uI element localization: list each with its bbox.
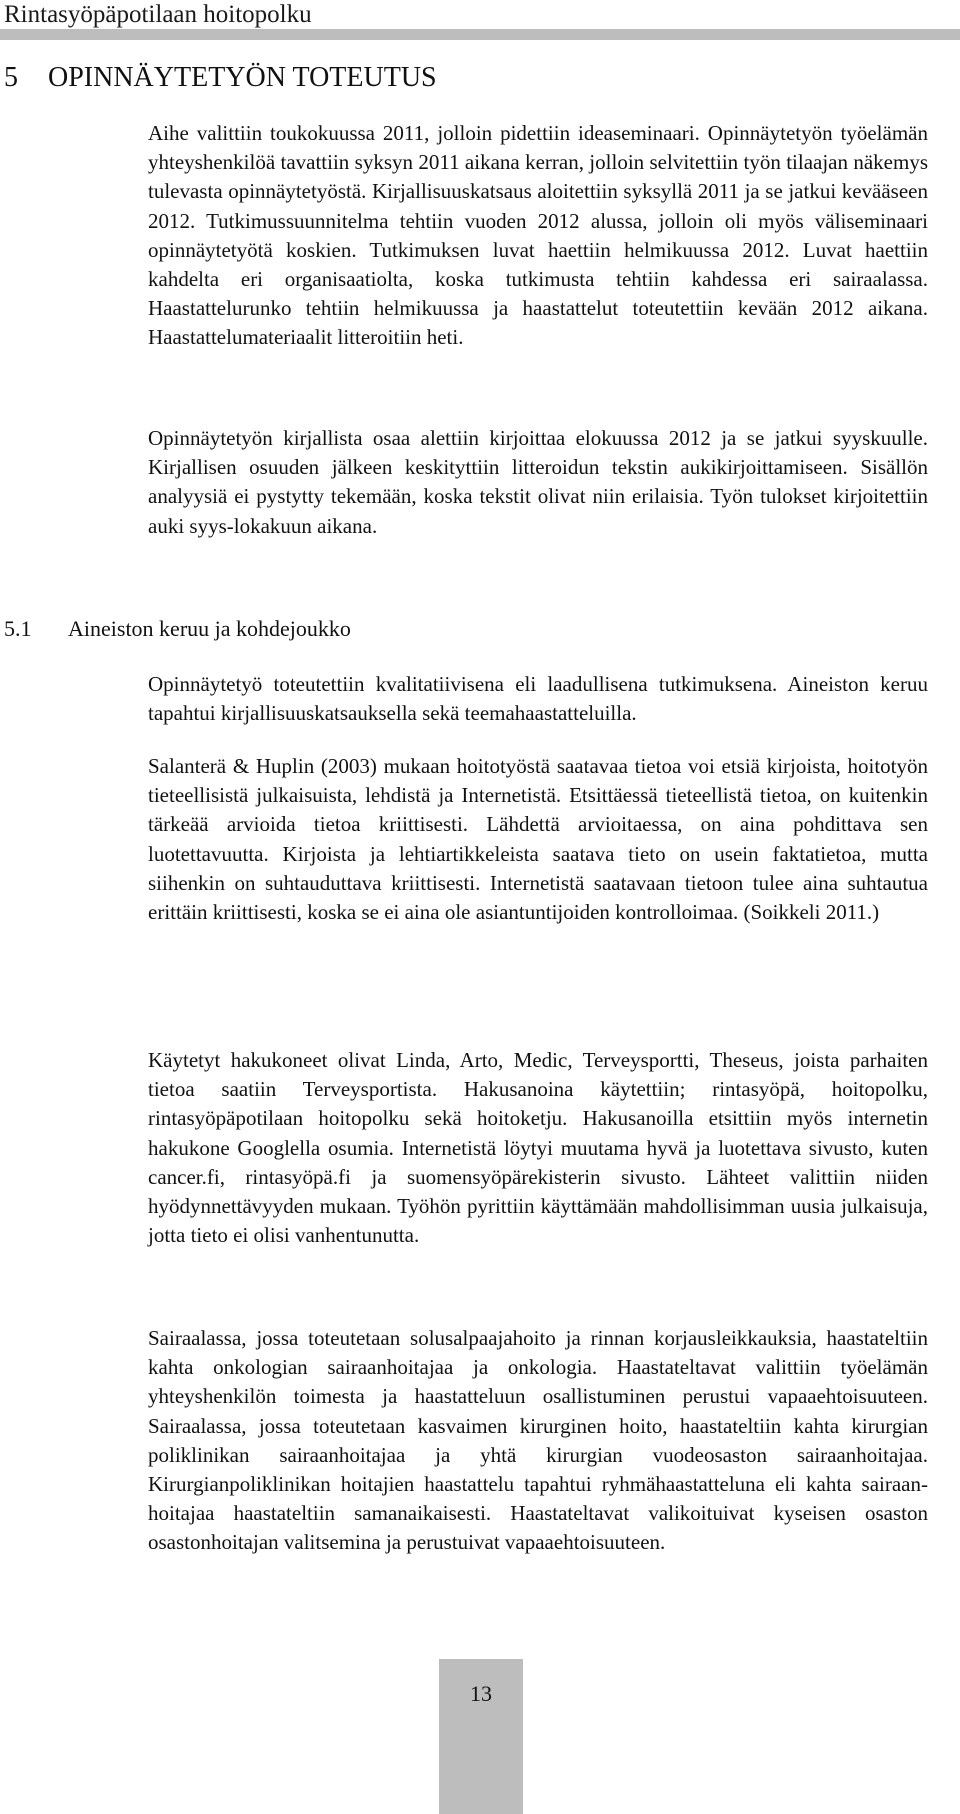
chapter-paragraph-2-block — [148, 424, 928, 541]
section-paragraph-4-block — [148, 1324, 928, 1558]
running-header — [0, 0, 960, 40]
section-heading — [4, 614, 351, 644]
page-number-box — [439, 1659, 523, 1814]
chapter-paragraph-2: Opinnäytetyön kirjallista osaa alettiin kirjoittaa elokuussa 2012 ja se jatkui syyskuulle. Kirjallisen osuuden jälkeen keskityttiin litteroidun tekstin aukikirjoittamiseen. Sisällön analyysiä ei pystytty tekemään, koska tekstit olivat niin erilaisia. Työn tulokset kirjoitettiin auki syys-lokakuun aikana. — [148, 426, 928, 538]
running-header-title: Rintasyöpäpotilaan hoitopolku — [4, 1, 312, 28]
page-number: 13 — [470, 1681, 492, 1706]
header-rule — [0, 29, 960, 40]
section-paragraph-4: Sairaalassa, jossa toteutetaan solusalpaajahoito ja rinnan korjausleikkauksia, haastateltiin kahta onkologian sairaanhoitajaa ja onkologia. Haastateltavat valittiin työelämän yhteyshenkilön toimesta ja haastatteluun osallistuminen perustui vapaaehtoisuuteen. Sairaalassa, jossa toteutetaan kasvaimen kirurginen hoito, haastateltiin kahta kirurgian poliklinikan sairaanhoitajaa ja yhtä kirurgian vuodeosaston sairaanhoitajaa. Kirurgianpoliklinikan hoitajien haastattelu tapahtui ryhmähaastatteluna eli kahta sairaanhoitajaa haastateltiin samanaikaisesti. Haastateltavat valikoituivat kyseisen osaston osastonhoitajan valitsemina ja perustuivat vapaaehtoisuuteen. — [148, 1326, 928, 1555]
chapter-paragraph-1: Aihe valittiin toukokuussa 2011, jolloin pidettiin ideaseminaari. Opinnäytetyön työelämän yhteyshenkilöä tavattiin syksyn 2011 aikana kerran, jolloin selvitettiin työn tilaajan näkemys tulevasta opinnäytetyöstä. Kirjallisuuskatsaus aloitettiin syksyllä 2011 ja se jatkui kevääseen 2012. Tutkimussuunnitelma tehtiin vuoden 2012 alussa, jolloin oli myös väliseminaari opinnäytetyötä koskien. Tutkimuksen luvat haettiin helmikuussa 2012. Luvat haettiin kahdelta eri organisaatiolta, koska tutkimusta tehtiin kahdessa eri sairaalassa. Haastattelurunko tehtiin helmikuussa ja haastattelut toteutettiin kevään 2012 aikana. Haastattelumateriaalit litteroitiin heti. — [148, 121, 928, 350]
chapter-number: 5 — [4, 62, 18, 93]
section-paragraph-3: Käytetyt hakukoneet olivat Linda, Arto, Medic, Terveysportti, Theseus, joista parhaiten tietoa saatiin Terveysportista. Hakusanoina käytettiin; rintasyöpä, hoitopolku, rintasyöpäpotilaan hoitopolku sekä hoitoketju. Hakusanoilla etsittiin myös internetin hakukone Googlella osumia. Internetistä löytyi muutama hyvä ja luotettava sivusto, kuten cancer.fi, rintasyöpä.fi ja suomensyöpärekisterin sivusto. Lähteet valittiin niiden hyödynnettävyyden mukaan. Työhön pyrittiin käyttämään mahdollisimman uusia julkaisuja, jotta tieto ei olisi vanhentunutta. — [148, 1048, 928, 1248]
chapter-heading — [4, 60, 437, 96]
section-paragraph-3-block — [148, 1046, 928, 1250]
section-paragraph-1: Opinnäytetyö toteutettiin kvalitatiivisena eli laadullisena tutkimuksena. Aineiston keruu tapahtui kirjallisuuskatsauksella sekä teemahaastatteluilla. — [148, 672, 928, 726]
chapter-paragraph-1-block — [148, 119, 928, 353]
chapter-title: OPINNÄYTETYÖN TOTEUTUS — [48, 62, 437, 93]
section-paragraph-1-block — [148, 670, 928, 728]
section-paragraph-2-block — [148, 752, 928, 927]
section-number: 5.1 — [4, 616, 32, 641]
section-paragraph-2: Salanterä & Huplin (2003) mukaan hoitotyöstä saatavaa tietoa voi etsiä kirjoista, hoitotyön tieteellisistä julkaisuista, lehdistä ja Internetistä. Etsittäessä tieteellistä tietoa, on kuitenkin tärkeää arvioida tietoa kriittisesti. Lähdettä arvioitaessa, on aina pohdittava sen luotettavuutta. Kirjoista ja lehtiartikkeleista saatava tieto on usein faktatietoa, mutta siihenkin on suhtauduttava kriittisesti. Internetistä saatavaan tietoon tulee aina suhtautua erittäin kriittisesti, koska se ei aina ole asiantuntijoiden kontrolloimaa. (Soikkeli 2011.) — [148, 754, 928, 925]
section-title: Aineiston keruu ja kohdejoukko — [68, 616, 351, 641]
